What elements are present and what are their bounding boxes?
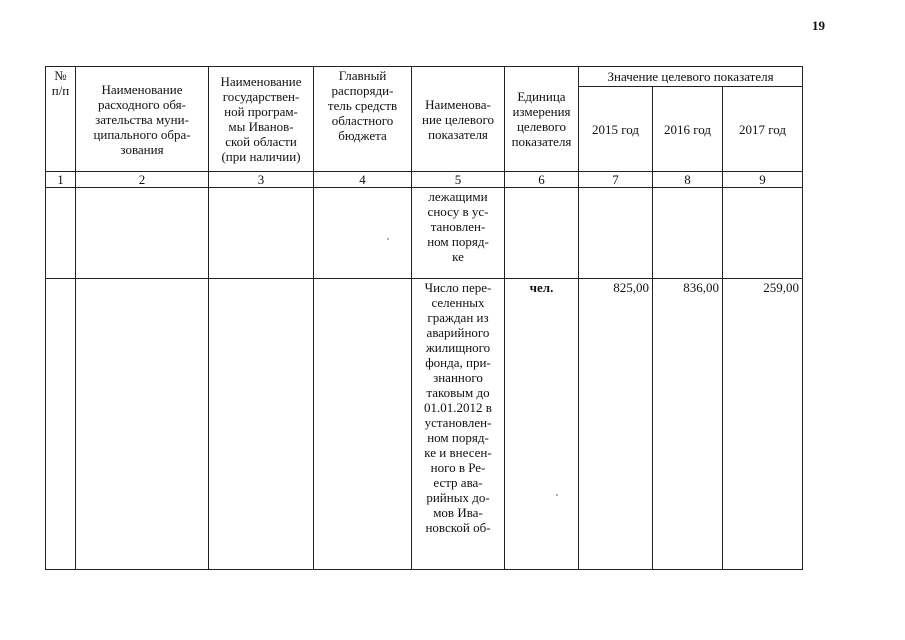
column-number: 9	[723, 172, 803, 188]
scan-speck	[556, 494, 558, 496]
header-budget-manager: Главный распоряди- тель средств областного бюджета	[314, 67, 412, 172]
header-year-2015: 2015 год	[579, 87, 653, 172]
cell-program	[209, 188, 314, 279]
cell-unit	[505, 188, 579, 279]
column-number: 3	[209, 172, 314, 188]
cell-unit: чел.	[505, 279, 579, 570]
header-program-name: Наименование государствен- ной програм- мы Иванов- ской области (при наличии)	[209, 67, 314, 172]
header-number: № п/п	[46, 67, 76, 172]
cell-obligation	[76, 279, 209, 570]
column-number: 6	[505, 172, 579, 188]
header-obligation-name: Наименование расходного обя- зательства муни- ципального обра- зования	[76, 67, 209, 172]
cell-budget-manager	[314, 188, 412, 279]
column-number: 8	[653, 172, 723, 188]
header-year-2016: 2016 год	[653, 87, 723, 172]
page-number: 19	[812, 18, 825, 33]
cell-number	[46, 279, 76, 570]
cell-value-2015	[579, 188, 653, 279]
cell-program	[209, 279, 314, 570]
header-indicator-name: Наименова- ние целевого показателя	[412, 67, 505, 172]
column-number: 4	[314, 172, 412, 188]
cell-value-2016	[653, 188, 723, 279]
cell-value-2015: 825,00	[579, 279, 653, 570]
target-indicators-table	[45, 66, 803, 570]
cell-indicator: Число пере- селенных граждан из аварийного жилищного фонда, при- знанного таковым до 01.01.2012 в установлен- ном поряд- ке и внесен- ного в Ре- естр ава- рийных до- мов Ива- новской об-	[412, 279, 505, 570]
header-unit: Единица измерения целевого показателя	[505, 67, 579, 172]
cell-value-2017	[723, 188, 803, 279]
cell-indicator: лежащими сносу в ус- тановлен- ном поряд- ке	[412, 188, 505, 279]
column-number: 2	[76, 172, 209, 188]
table-row	[46, 188, 803, 279]
cell-value-2016: 836,00	[653, 279, 723, 570]
column-number: 1	[46, 172, 76, 188]
header-target-value-group: Значение целевого показателя	[579, 67, 803, 87]
cell-obligation	[76, 188, 209, 279]
column-number: 7	[579, 172, 653, 188]
scan-speck	[387, 238, 389, 240]
column-number: 5	[412, 172, 505, 188]
cell-number	[46, 188, 76, 279]
cell-value-2017: 259,00	[723, 279, 803, 570]
header-year-2017: 2017 год	[723, 87, 803, 172]
cell-budget-manager	[314, 279, 412, 570]
table-row	[46, 279, 803, 570]
